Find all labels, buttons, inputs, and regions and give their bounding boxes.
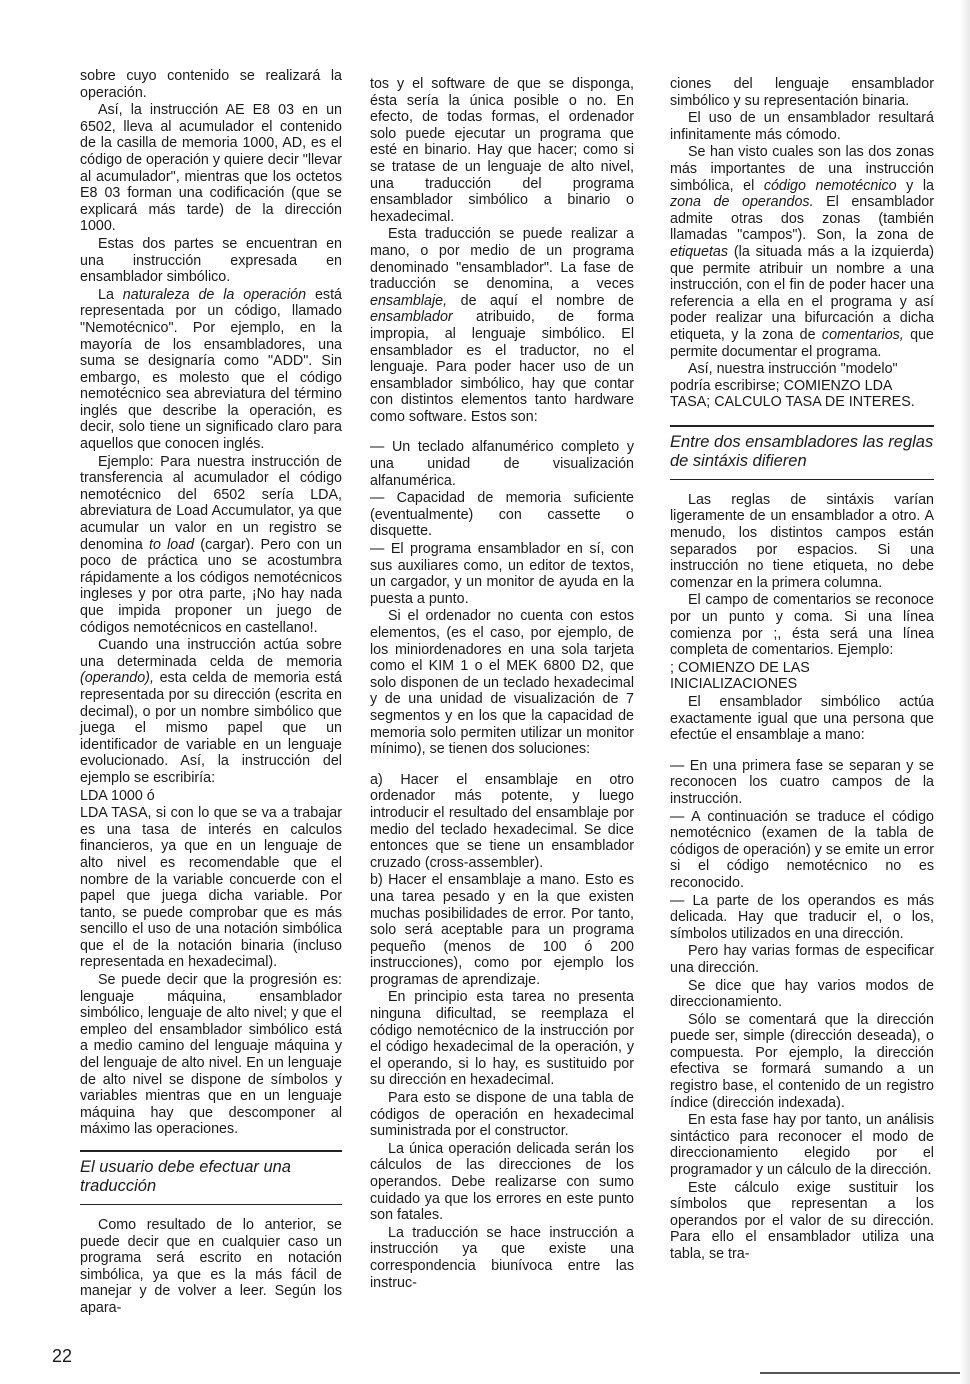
page-number: 22 [52,1346,73,1366]
paragraph: Cuando una instrucción actúa sobre una determinada celda de memoria (operando), esta celda de memoria está representada por su dirección (escrita en decimal), o por un nombre simbólico que juega el mismo papel que un identificador de variable en un lenguaje evolucionado. Así, la instrucción del ejemplo se escribiría: [80,637,342,786]
paragraph: Si el ordenador no cuenta con estos elementos, (es el caso, por ejemplo, de los miniordenadores en una sola tarjeta como el KIM 1 o el MEK 6800 D2, que solo disponen de un teclado hexadecimal y de una unidad de visualización de 7 segmentos y en los que la capacidad de memoria solo permiten utilizar un monitor mínimo), se tienen dos soluciones: [370,608,634,758]
paragraph: tos y el software de que se disponga, ésta sería la única posible o no. En efecto, de todas formas, el ordenador solo puede ejecutar un programa que esté en binario. Hay que hacer; como si se tratase de un lenguaje de alto nivel, una traducción del programa ensamblador simbólico a binario o hexadecimal. [370,76,634,225]
list-item: — La parte de los operandos es más delicada. Hay que traducir el, o los, símbolos utilizados en una dirección. [670,892,934,942]
list-item: — El programa ensamblador en sí, con sus auxiliares como, un editor de textos, un cargador, y un monitor de ayuda en la puesta a punto. [370,541,634,607]
list-item: — En una primera fase se separan y se reconocen los cuatro campos de la instrucción. [670,757,934,807]
paragraph: LDA TASA, si con lo que se va a trabajar es una tasa de interés en calculos financieros, ya que en un lenguaje de alto nivel es recomendable que el nombre de la variable concuerde con el papel que juega dicha variable. Por tanto, se puede comprobar que es más sencillo el uso de una notación simbólica que el de la notación binaria (incluso representada en hexadecimal). [80,805,342,971]
paragraph: Sólo se comentará que la dirección puede ser, simple (dirección deseada), o compuesta. Por ejemplo, la dirección efectiva se formará sumando a un registro base, el contenido de un registro índice (dirección indexada). [670,1011,934,1111]
paragraph: Pero hay varias formas de especificar una dirección. [670,943,934,976]
list-item: a) Hacer el ensamblaje en otro ordenador más potente, y luego introducir el resultado del ensamblaje por medio del teclado hexadecimal. Se dice entonces que se tiene un ensamblador cruzado (cross-assembler). [370,771,634,871]
paragraph: Se puede decir que la progresión es: lenguaje máquina, ensamblador simbólico, lenguaje de alto nivel; y que el empleo del ensamblador simbólico está a medio camino del lenguaje máquina y del lenguaje de alto nivel. En un lenguaje de alto nivel se dispone de símbolos y variables mientras que en un lenguaje máquina hay que descomponer al máximo las operaciones. [80,972,342,1138]
page-edge-shadow [960,0,970,1384]
paragraph: Así, nuestra instrucción "modelo" podría escribirse; COMIENZO LDA TASA; CALCULO TASA DE INTERES. [670,361,915,411]
bottom-rule [760,1372,970,1374]
text-column-3 [670,76,934,1264]
paragraph: El uso de un ensamblador resultará infinitamente más cómodo. [670,110,934,143]
paragraph: En esta fase hay por tanto, un análisis sintáctico para reconocer el modo de direccionamiento elegido por el programador y un cálculo de la dirección. [670,1112,934,1179]
paragraph: En principio esta tarea no presenta ninguna dificultad, se reemplaza el código nemotécnico de la instrucción por el código hexadecimal de la operación, y el operando, si lo hay, es sustituido por su dirección en hexadecimal. [370,989,634,1089]
paragraph: Se han visto cuales son las dos zonas más importantes de una instrucción simbólica, el código nemotécnico y la zona de operandos. El ensamblador admite otras dos zonas (también llamadas "campos"). Son, la zona de etiquetas (la situada más a la izquierda) que permite atribuir un nombre a una instrucción, con el fin de poder hacer una referencia a ella en el programa y así poder realizar una bifurcación a dicha etiqueta, y la zona de comentarios, que permite documentar el programa. [670,144,935,360]
section-heading: Entre dos ensambladores las reglas de sintáxis difieren [670,425,934,480]
list-item: b) Hacer el ensamblaje a mano. Esto es una tarea pesado y en la que existen muchas posibilidades de error. Por tanto, solo será aceptable para un programa pequeño (menos de 100 ó 200 instrucciones), como por ejemplo los programas de aprendizaje. [370,872,634,988]
paragraph: El ensamblador simbólico actúa exactamente igual que una persona que efectúe el ensamblaje a mano: [670,694,934,744]
list-item: — Capacidad de memoria suficiente (eventualmente) con cassette o disquette. [370,490,634,540]
paragraph: Esta traducción se puede realizar a mano, o por medio de un programa denominado "ensamblador". La fase de traducción se denomina, a veces ensamblaje, de aquí el nombre de ensamblador atribuido, de forma impropia, al lenguaje simbólico. El ensamblador es el traductor, no el lenguaje. Para poder hacer uso de un ensamblador simbólico, hay que contar con distintos elementos tanto hardware como software. Estos son: [370,226,634,425]
list-item: — Un teclado alfanumérico completo y una unidad de visualización alfanumérica. [370,439,634,489]
code-line: ; COMIENZO DE LAS INICIALIZACIONES [670,659,810,693]
paragraph: Este cálculo exige sustituir los símbolos que representan a los operandos por el valor de su dirección. Para ello el ensamblador utiliza una tabla, se tra- [670,1179,934,1262]
code-line: LDA 1000 ó [80,787,155,804]
paragraph: Se dice que hay varios modos de direccionamiento. [670,977,934,1011]
paragraph: El campo de comentarios se reconoce por un punto y coma. Si una línea comienza por ;, ésta será una línea completa de comentarios. Ejemplo: [670,592,934,659]
paragraph: Ejemplo: Para nuestra instrucción de transferencia al acumulador el código nemotécnico del 6502 sería LDA, abreviatura de Load Accumulator, ya que acumular un valor en un registro se denomina to load (cargar). Pero con un poco de práctica uno se acostumbra rápidamente a los códigos nemotécnicos ingleses y por otra parte, ¡No hay nada que impida proponer un juego de códigos nemotécnicos en castellano!. [80,453,343,636]
list-item: — A continuación se traduce el código nemotécnico (examen de la tabla de códigos de operación) y se emite un error si el código nemotécnico no es reconocido. [670,808,934,891]
text-column-2 [370,76,634,1292]
text-column-1 [80,68,342,1318]
paragraph: ciones del lenguaje ensamblador simbólico y su representación binaria. [670,76,934,109]
paragraph: Las reglas de sintáxis varían ligeramente de un ensamblador a otro. A menudo, los distintos campos están separados por espacios. Si una instrucción no tiene etiqueta, no debe comenzar en la primera columna. [670,491,934,591]
paragraph: Como resultado de lo anterior, se puede decir que en cualquier caso un programa será escrito en notación simbólica, ya que es la más fácil de manejar y de volver a leer. Según los apara- [80,1217,342,1316]
paragraph: La única operación delicada serán los cálculos de las direcciones de los operandos. Debe realizarse con sumo cuidado ya que los errores en este punto son fatales. [370,1140,634,1224]
paragraph: Estas dos partes se encuentran en una instrucción expresada en ensamblador simbólico. [80,235,342,286]
paragraph: La traducción se hace instrucción a instrucción ya que existe una correspondencia biunívoca entre las instruc- [370,1224,634,1291]
paragraph: Para esto se dispone de una tabla de códigos de operación en hexadecimal suministrada por el constructor. [370,1090,634,1140]
section-heading: El usuario debe efectuar una traducción [80,1150,342,1205]
paragraph: Así, la instrucción AE E8 03 en un 6502, lleva al acumulador el contenido de la casilla de memoria 1000, AD, es el código de operación y quiere decir "llevar al acumulador", mientras que los octetos E8 03 forman una codificación (que se explicará más tarde) de la dirección 1000. [80,102,342,235]
paragraph: sobre cuyo contenido se realizará la operación. [80,68,342,101]
paragraph: La naturaleza de la operación está representada por un código, llamado "Nemotécnico". Por ejemplo, en la mayoría de los ensambladores, una suma se designaría como "ADD". Sin embargo, es molesto que el código nemotécnico sea abreviatura del término inglés que describe la operación, es decir, solo tiene un significado claro para aquellos que conocen inglés. [80,286,342,453]
